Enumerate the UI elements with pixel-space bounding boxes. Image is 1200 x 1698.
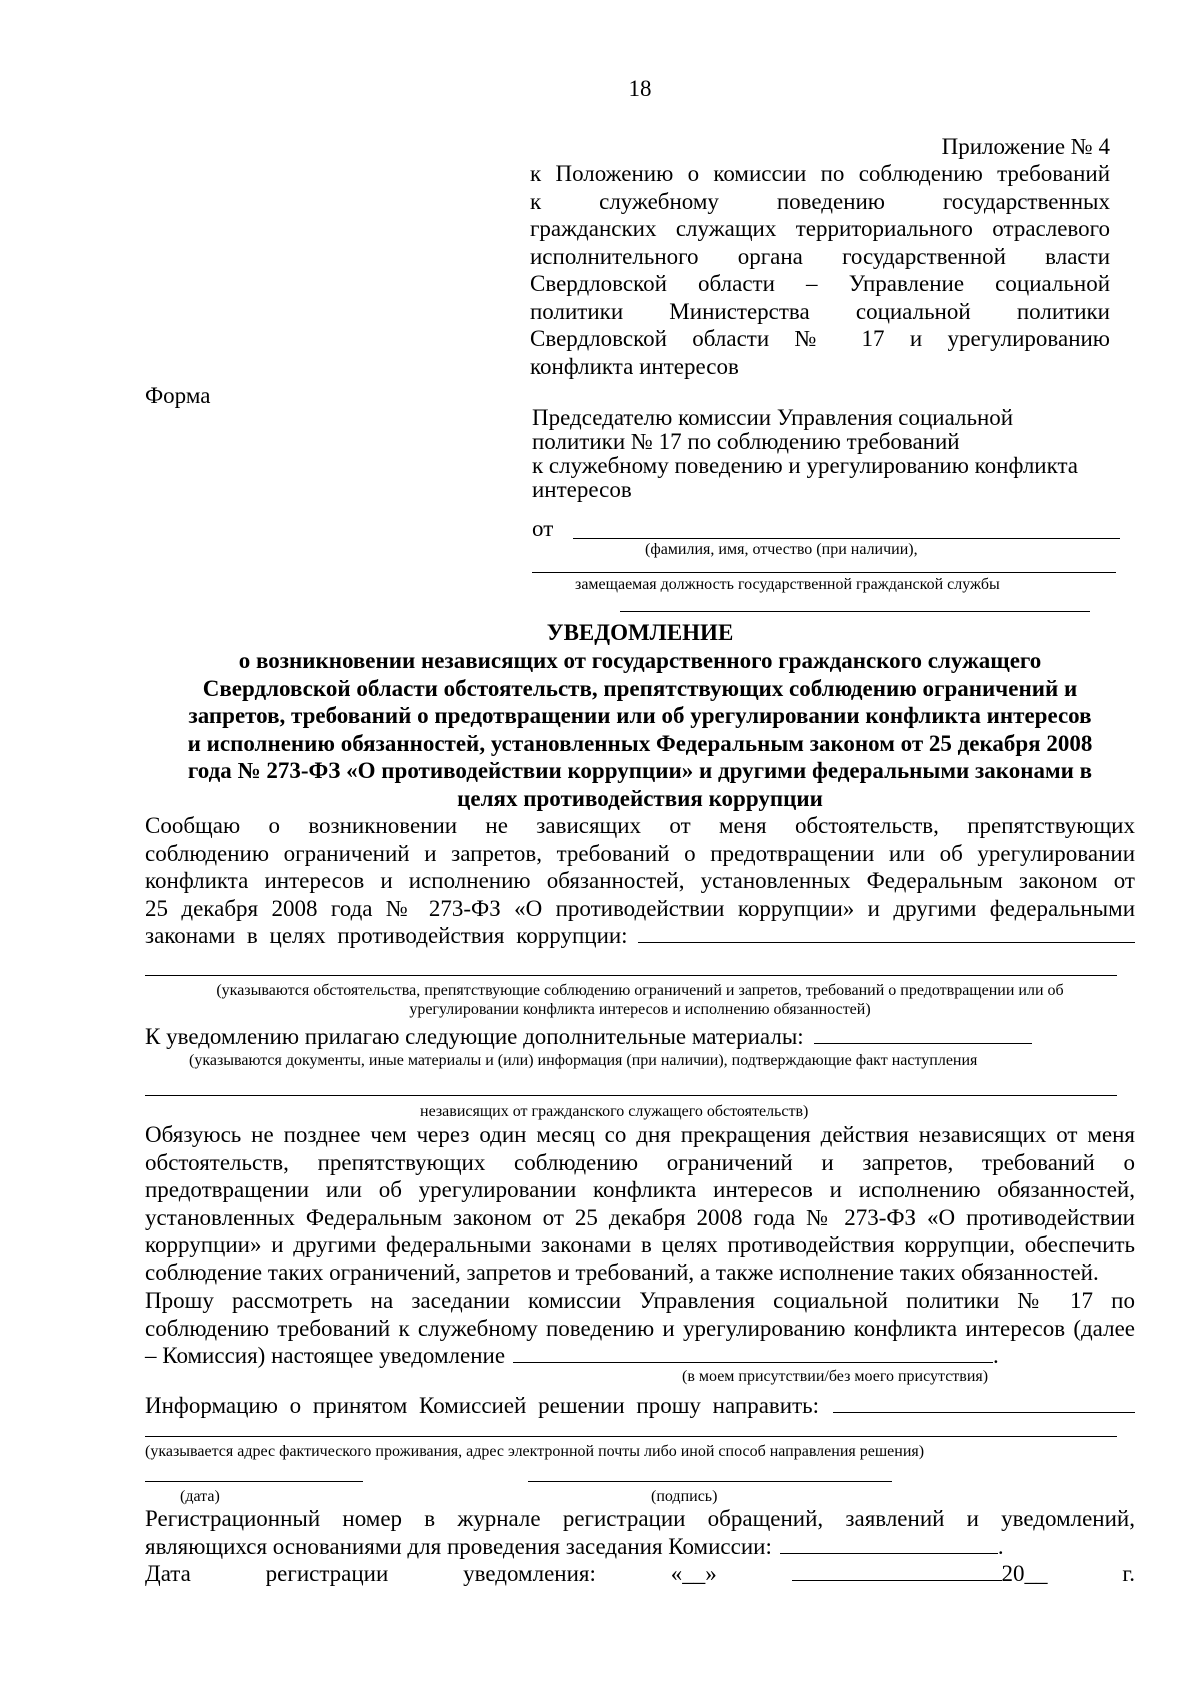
registration-line-2 [145, 1533, 1135, 1561]
document-title: УВЕДОМЛЕНИЕ [546, 620, 734, 645]
registration-block [145, 1505, 1135, 1588]
addressee [532, 406, 1132, 502]
paragraph-line [145, 922, 1135, 950]
reg-date-word: регистрации [265, 1561, 389, 1586]
presence-field[interactable] [513, 1342, 993, 1363]
info-text: Информацию о принятом Комиссией решении прошу направить: [145, 1393, 820, 1418]
page-number: 18 [628, 76, 652, 101]
reg-month-year [792, 1560, 1048, 1588]
appendix-title: Приложение № 4 [941, 134, 1110, 159]
circumstances-hint [145, 981, 1135, 1019]
paragraph-last-text: законами в целях противодействия коррупции: [145, 923, 628, 948]
year-prefix: 20 [1001, 1561, 1025, 1586]
appendix-line: Свердловской области № 17 и урегулированию [530, 326, 1110, 351]
materials-row [145, 1023, 1135, 1051]
subtitle-line: и исполнению обязанностей, установленных Федеральным законом от 25 декабря 2008 [187, 730, 1093, 756]
paragraph-line: конфликта интересов и исполнению обязанностей, установленных Федеральным законом от [145, 868, 1135, 893]
year-unit: г. [1122, 1561, 1135, 1586]
paragraph-line: Прошу рассмотреть на заседании комиссии Управления социальной политики № 17 по [145, 1288, 1135, 1313]
appendix-line: политики Министерства социальной политики [530, 298, 1110, 324]
period: . [997, 1533, 1004, 1559]
from-name-hint: (фамилия, имя, отчество (при наличии), [645, 541, 918, 558]
paragraph-line: предотвращении или об урегулировании конфликта интересов и исполнению обязанностей, [145, 1177, 1135, 1202]
paragraph-line: Сообщаю о возникновении не зависящих от меня обстоятельств, препятствующих [145, 813, 1135, 838]
address-field[interactable] [145, 1436, 1117, 1437]
materials-hint: (указываются документы, иные материалы и (или) информация (при наличии), подтверждающие факт наступления [189, 1052, 978, 1069]
appendix-line: к Положению о комиссии по соблюдению требований [530, 161, 1110, 186]
paragraph-last-text: – Комиссия) настоящее уведомление [145, 1343, 506, 1368]
appendix-line: конфликта интересов [530, 353, 739, 379]
subtitle-line: года № 273-ФЗ «О противодействии коррупции» и другими федеральными законами в [187, 758, 1093, 783]
materials-field[interactable] [814, 1023, 1032, 1044]
subtitle-line: целях противодействия коррупции [457, 785, 823, 811]
appendix-line: к служебному поведению государственных [530, 188, 1110, 214]
addressee-line: к служебному поведению и урегулированию конфликта [532, 453, 1079, 478]
paragraph-request [145, 1287, 1135, 1370]
registration-date-row [145, 1560, 1135, 1588]
registration-line-1: Регистрационный номер в журнале регистрации обращений, заявлений и уведомлений, [145, 1506, 1135, 1531]
appendix-line: гражданских служащих территориального отраслевого [530, 216, 1110, 241]
position-field-2[interactable] [620, 611, 1090, 612]
from-name-field[interactable] [573, 538, 1120, 539]
appendix-line: исполнительного органа государственной власти [530, 243, 1110, 269]
paragraph-line: соблюдение таких ограничений, запретов и требований, а также исполнение таких обязанностей. [145, 1259, 1099, 1285]
paragraph-line: обстоятельств, препятствующих соблюдению ограничений и запретов, требований о [145, 1149, 1135, 1175]
signature-hint: (подпись) [651, 1488, 718, 1505]
address-hint: (указывается адрес фактического проживания, адрес электронной почты либо иной способ направления решения) [145, 1443, 925, 1460]
info-row [145, 1392, 1135, 1420]
year-field[interactable]: __ [1024, 1561, 1048, 1586]
registration-number-field[interactable] [780, 1533, 998, 1554]
addressee-line: политики № 17 по соблюдению требований [532, 429, 960, 454]
addressee-line: интересов [532, 477, 632, 502]
period: . [993, 1343, 999, 1368]
from-label: от [532, 516, 554, 541]
materials-text: К уведомлению прилагаю следующие дополнительные материалы: [145, 1024, 804, 1049]
addressee-line: Председателю комиссии Управления социальной [532, 405, 1014, 430]
materials-hint-2: независящих от гражданского служащего обстоятельств) [420, 1103, 809, 1120]
circumstances-field-2[interactable] [145, 975, 1117, 976]
paragraph-line [145, 1342, 1135, 1370]
subtitle-line: о возникновении независящих от государственного гражданского служащего [238, 648, 1042, 673]
paragraph-line: установленных Федеральным законом от 25 декабря 2008 года № 273-ФЗ «О противодействии [145, 1204, 1135, 1230]
info-field[interactable] [833, 1392, 1135, 1413]
paragraph-line: коррупции» и другими федеральными законами в целях противодействия коррупции, обеспечить [145, 1232, 1135, 1257]
date-hint: (дата) [180, 1488, 220, 1505]
subtitle-line: Свердловской области обстоятельств, препятствующих соблюдению ограничений и [202, 675, 1078, 701]
paragraph-obligation [145, 1121, 1135, 1286]
presence-hint: (в моем присутствии/без моего присутствия) [682, 1368, 989, 1385]
appendix-text [530, 160, 1110, 380]
form-label: Форма [145, 383, 211, 408]
materials-field-2[interactable] [145, 1095, 1117, 1096]
hint-line: (указываются обстоятельства, препятствующие соблюдению ограничений и запретов, требований о предотвращении или об [216, 982, 1064, 999]
reg-date-word: уведомления: [463, 1561, 596, 1586]
position-hint: замещаемая должность государственной гражданской службы [575, 576, 1000, 593]
position-field[interactable] [532, 572, 1116, 573]
date-field[interactable] [145, 1481, 363, 1482]
paragraph-line: соблюдению требований к служебному поведению и урегулированию конфликта интересов (далее [145, 1315, 1135, 1341]
paragraph-circumstances [145, 812, 1135, 950]
paragraph-line: Обязуюсь не позднее чем через один месяц со дня прекращения действия независящих от меня [145, 1122, 1135, 1147]
appendix-line: Свердловской области – Управление социальной [530, 271, 1110, 296]
reg-day-field[interactable]: «__» [670, 1561, 717, 1586]
subtitle-line: запретов, требований о предотвращении или об урегулировании конфликта интересов [188, 703, 1092, 728]
paragraph-line: соблюдению ограничений и запретов, требований о предотвращении или об урегулировании [145, 840, 1135, 866]
circumstances-field[interactable] [638, 922, 1135, 943]
registration-text: являющихся основаниями для проведения заседания Комиссии: [145, 1533, 772, 1559]
reg-month-field[interactable] [792, 1560, 1002, 1581]
hint-line: урегулировании конфликта интересов и исполнению обязанностей) [409, 1001, 871, 1018]
document-subtitle [140, 647, 1140, 812]
paragraph-line: 25 декабря 2008 года № 273-ФЗ «О противодействии коррупции» и другими федеральными [145, 895, 1135, 921]
signature-field[interactable] [528, 1481, 892, 1482]
reg-date-word: Дата [145, 1561, 191, 1586]
